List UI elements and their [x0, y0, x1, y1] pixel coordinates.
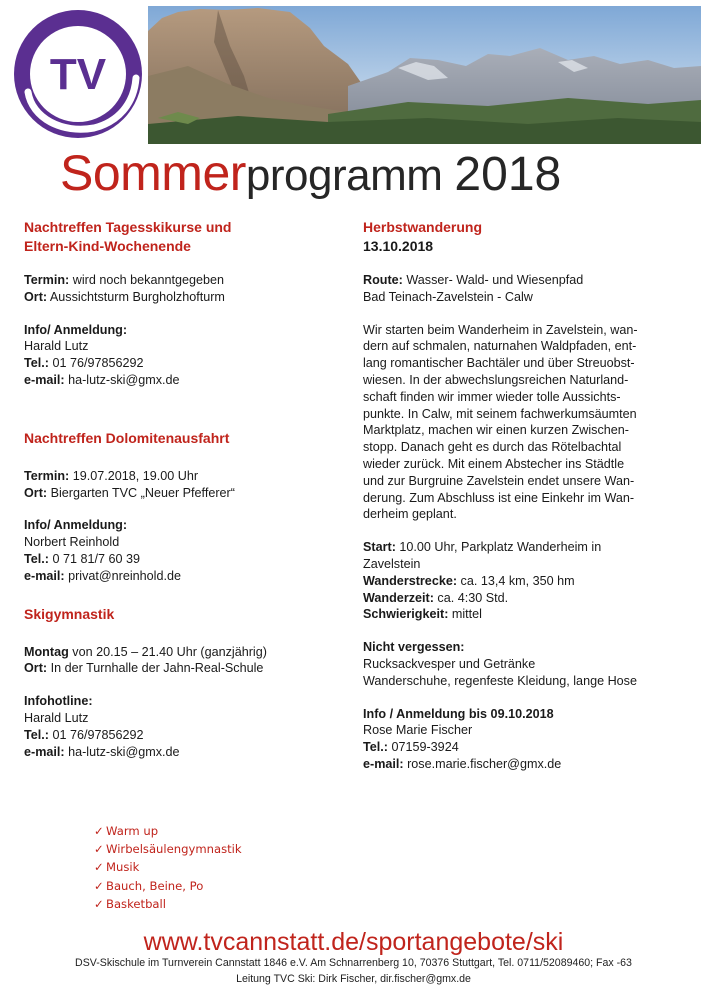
ort-value: Biergarten TVC „Neuer Pfefferer“ — [50, 485, 235, 500]
description-line: wieder zurück. Mit einem Abstecher ins Städtle — [363, 456, 625, 471]
email-row — [24, 568, 342, 585]
email-label: e-mail: — [24, 372, 65, 387]
email-label: e-mail: — [363, 756, 404, 771]
email-label: e-mail: — [24, 744, 65, 759]
montag-row — [24, 644, 342, 661]
start-line-2: Zavelstein — [363, 556, 421, 571]
tel-value: 07159-3924 — [391, 740, 459, 755]
email-row — [363, 756, 693, 773]
check-icon: ✓ — [94, 824, 104, 838]
checklist-item — [94, 822, 354, 840]
ort-row — [24, 660, 342, 677]
tel-label: Tel.: — [24, 551, 49, 566]
footer-address: DSV-Skischule im Turnverein Cannstatt 1846 e.V. Am Schnarrenberg 10, 70376 Stuttgart, Tel. 0711/52089460; Fax -63 — [75, 957, 632, 969]
info-label: Info/ Anmeldung: — [24, 322, 128, 337]
checklist-item — [94, 858, 354, 876]
tel-row — [24, 727, 342, 744]
contact-name: Rose Marie Fischer — [363, 723, 473, 738]
checklist-item — [94, 895, 354, 913]
checklist-item — [94, 877, 354, 895]
nicht-vergessen-label: Nicht vergessen: — [363, 640, 465, 655]
tel-label: Tel.: — [24, 727, 49, 742]
title-sommer: Sommer — [60, 145, 246, 201]
ort-row — [24, 485, 342, 502]
tvc-logo-icon — [10, 6, 146, 142]
route-row — [363, 272, 693, 289]
contact-name: Harald Lutz — [24, 339, 89, 354]
schwierigkeit-label: Schwierigkeit: — [363, 607, 449, 622]
check-icon: ✓ — [94, 878, 104, 893]
description-line: dern auf schmalen, naturnahen Waldpfaden, ent- — [363, 339, 637, 354]
tel-label: Tel.: — [363, 740, 388, 755]
termin-row — [24, 272, 342, 289]
section-title-herbstwanderung: Herbstwanderung — [363, 219, 483, 235]
checklist-item — [94, 840, 354, 858]
wanderstrecke-label: Wanderstrecke: — [363, 573, 458, 588]
tel-row — [363, 739, 693, 756]
email-label: e-mail: — [24, 568, 65, 583]
tel-value: 01 76/97856292 — [52, 356, 144, 371]
checklist-item-label: Wirbelsäulengymnastik — [106, 842, 242, 857]
tel-row — [24, 355, 342, 372]
wanderstrecke-value: ca. 13,4 km, 350 hm — [460, 573, 575, 588]
description-line: Wir starten beim Wanderheim in Zavelstein, wan- — [363, 322, 638, 337]
tel-value: 01 76/97856292 — [52, 727, 144, 742]
description-line: derung. Zum Abschluss ist eine Einkehr im Wan- — [363, 490, 635, 505]
wanderstrecke-row — [363, 573, 693, 590]
email-link[interactable]: rose.marie.fischer@gmx.de — [407, 756, 562, 771]
info-anmeldung-label: Info / Anmeldung bis 09.10.2018 — [363, 706, 554, 721]
schwierigkeit-row — [363, 606, 693, 623]
route-label: Route: — [363, 273, 403, 287]
wanderzeit-label: Wanderzeit: — [363, 590, 434, 605]
footer-leitung: Leitung TVC Ski: Dirk Fischer, dir.fischer@gmx.de — [236, 973, 471, 985]
right-column — [363, 218, 693, 773]
wanderzeit-row — [363, 590, 693, 607]
contact-name: Harald Lutz — [24, 710, 89, 725]
description-line: wiesen. In der abwechslungsreichen Naturland- — [363, 372, 629, 387]
check-icon: ✓ — [94, 896, 104, 911]
tvc-logo — [10, 6, 146, 142]
montag-label: Montag — [24, 644, 69, 659]
ort-label: Ort: — [24, 485, 48, 500]
start-value: 10.00 Uhr, Parkplatz Wanderheim in — [399, 540, 602, 555]
checklist-item-label: Warm up — [106, 824, 159, 838]
description-line: schaft finden wir immer wieder tolle Aussichts- — [363, 389, 621, 404]
termin-value: 19.07.2018, 19.00 Uhr — [72, 468, 199, 483]
wanderzeit-value: ca. 4:30 Std. — [437, 590, 509, 605]
header-mountain-photo — [148, 6, 701, 144]
left-column — [24, 218, 342, 760]
title-programm: programm — [245, 151, 443, 200]
skigymnastik-checklist — [94, 822, 354, 913]
description-line: lang romantischer Bachtäler und über Streuobst- — [363, 356, 635, 371]
checklist-item-label: Basketball — [106, 896, 166, 911]
title-year: 2018 — [454, 148, 562, 201]
tel-label: Tel.: — [24, 356, 49, 371]
description-line: punkte. In Calw, mit seinem fachwerkumsäumten — [363, 406, 637, 421]
description-line: stopp. Danach geht es durch das Rötelbachtal — [363, 440, 622, 455]
mountain-landscape-image — [148, 6, 701, 144]
page-title — [60, 140, 700, 206]
ort-label: Ort: — [24, 289, 48, 304]
route-line-2: Bad Teinach-Zavelstein - Calw — [363, 289, 533, 304]
nicht-vergessen-line: Wanderschuhe, regenfeste Kleidung, lange Hose — [363, 673, 637, 688]
logo-text: TV — [49, 50, 107, 99]
checklist-item-label: Bauch, Beine, Po — [106, 878, 204, 893]
checklist-item-label: Musik — [106, 860, 140, 875]
start-row — [363, 539, 693, 556]
contact-name: Norbert Reinhold — [24, 535, 120, 550]
description-line: und zur Burgruine Zavelstein endet unsere Wan- — [363, 473, 635, 488]
tel-row — [24, 551, 342, 568]
termin-label: Termin: — [24, 468, 70, 483]
event-date: 13.10.2018 — [363, 238, 434, 254]
check-icon: ✓ — [94, 860, 104, 875]
section-title-line: Nachtreffen Tagesskikurse und — [24, 219, 232, 235]
check-icon: ✓ — [94, 842, 104, 857]
schwierigkeit-value: mittel — [451, 607, 482, 622]
email-link[interactable]: privat@nreinhold.de — [68, 568, 181, 583]
ort-label: Ort: — [24, 661, 48, 676]
info-label: Info/ Anmeldung: — [24, 518, 128, 533]
section-title-skigymnastik: Skigymnastik — [24, 605, 115, 622]
infohotline-label: Infohotline: — [24, 694, 93, 709]
section-title-line: Eltern-Kind-Wochenende — [24, 238, 191, 254]
termin-label: Termin: — [24, 273, 70, 287]
nicht-vergessen-line: Rucksackvesper und Getränke — [363, 656, 536, 671]
route-value: Wasser- Wald- und Wiesenpfad — [406, 273, 584, 287]
tel-value: 0 71 81/7 60 39 — [52, 551, 141, 566]
ort-row — [24, 289, 342, 306]
start-label: Start: — [363, 540, 396, 555]
termin-value: wird noch bekanntgegeben — [72, 273, 224, 287]
ort-value: In der Turnhalle der Jahn-Real-Schule — [50, 661, 264, 676]
montag-value: von 20.15 – 21.40 Uhr (ganzjährig) — [72, 644, 267, 659]
email-row — [24, 372, 342, 389]
description-paragraph — [363, 322, 693, 524]
ort-value: Aussichtsturm Burgholzhofturm — [49, 289, 225, 304]
termin-row — [24, 468, 342, 485]
section-title-dolomitenausfahrt: Nachtreffen Dolomitenausfahrt — [24, 429, 230, 446]
website-link[interactable]: www.tvcannstatt.de/sportangebote/ski — [143, 928, 564, 956]
description-line: derheim geplant. — [363, 507, 457, 522]
description-line: Marktplatz, machen wir einen kurzen Zwischen- — [363, 423, 629, 438]
email-row — [24, 744, 342, 761]
section-title-nachtreffen-tagesskikurse — [24, 218, 342, 256]
email-link[interactable]: ha-lutz-ski@gmx.de — [68, 372, 180, 387]
email-link[interactable]: ha-lutz-ski@gmx.de — [68, 744, 180, 759]
